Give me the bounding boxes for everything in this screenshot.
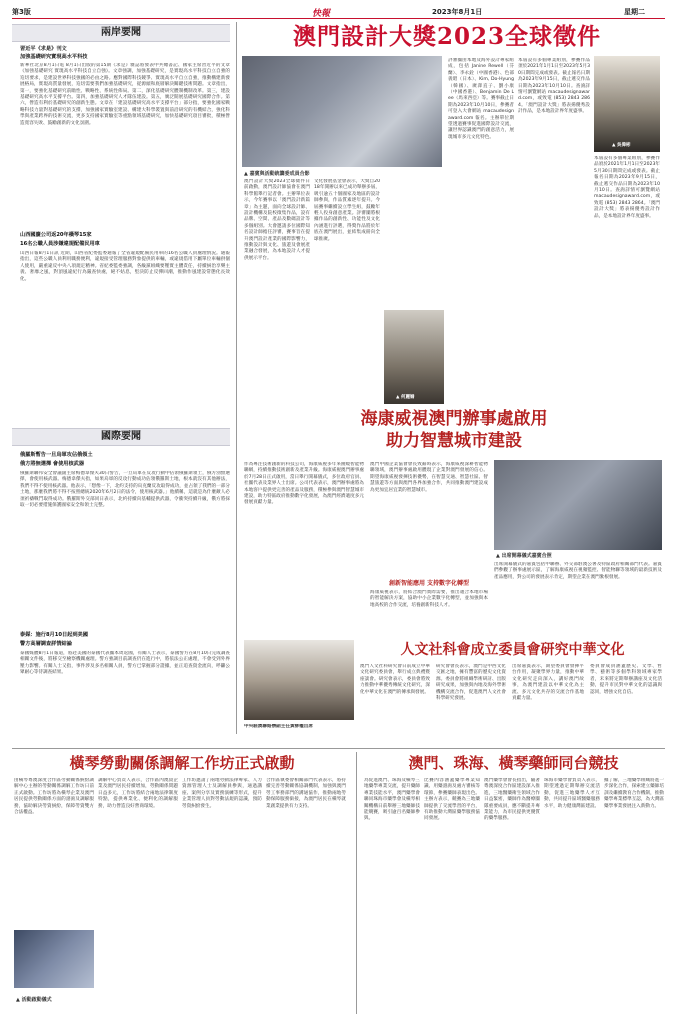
headline-line: 海康威視澳門辦事處啟用	[360, 409, 548, 429]
article-body: 作為專注技術創新的科技公司，海康威視多年來圍繞智能物聯網，持續推動技術創新及產業升級。海康威視澳門辦事處於7月28日正式啟用，當日舉行開幕儀式，多位政府官員、社團代表及業界人士出席。公司代表表示，澳門辦事處將為本地客戶提供更完善的產品及服務，積極參與澳門智慧城市建設，助力特區政府推動數字化發展，為澳門經濟適度多元發展貢獻力量。	[244, 462, 364, 506]
headline-line: 助力智慧城市建設	[386, 431, 522, 451]
photo-caption: ▲ 吳偉彬	[612, 143, 631, 148]
article-body: 評審團由本地及海外設計專家組成，包括 Janine Rewell（芬蘭）、李永銓（中國香港）、色部義昭（日本）、Kim, Do-Hyung（韓國）、廣澤直子、劉小康（中國香港）、Benjamin De Lee（馬來西亞）等。賽事截止日期為2023年10月10日，參賽者可登入大會網站 macaudesignaward.com 報名。主辦單位期望透過賽事促進國際設計交流，讓世界認識澳門的創意活力，展現城市多元文化特色。	[448, 58, 514, 140]
article-body: 委員會成員涵蓋歷史、文學、哲學、藝術等多個學科領域專家學者，未來將定期舉辦講座及文化活動，提升市民對中華文化的認識與認同，增強文化自信。	[590, 664, 662, 695]
story-headline: 澳門、珠海、橫琴藥師同台競技	[408, 754, 619, 772]
article-body: 為促進澳門、珠海及橫琴三地藥學專業交流，提升藥師專業技能水平，澳門藥學會聯同珠海市藥學會及橫琴相關機構日前舉辦三地藥師技能競賽，吸引逾百名藥師參與。	[364, 778, 420, 822]
article-body: 珠海市藥學會負責人表示，期望透過定期舉辦交流活動，促進三地藥學人才互動，共同提升區域醫藥服務水平，助力健康灣區建設。	[544, 778, 600, 809]
event-photo	[494, 460, 662, 550]
article-body: 合作區執委會相關部門代表表示，將持續完善勞動關係協調機制，加強與澳門勞工事務部門的溝通協作，推動兩地勞動保障服務銜接，為澳門居民在橫琴就業創業提供有力支持。	[266, 778, 346, 809]
photo-caption: ▲ 出席開幕儀式嘉賓合照	[496, 553, 552, 559]
article-title: 俄羅斯暫告一旦烏軍攻佔俄領土	[20, 452, 93, 458]
article-body: 新華社北京8月1日電 8月1日出版的第15期《求是》雜誌將發表中共總書記、國家主席習近平的文章《加強基礎研究 實現高水平科技自立自強》。文章強調，加強基礎研究，是實現高水平科技自立自強的迫切要求，是建設世界科技強國的必由之路。應對國際科技競爭、實現高水平自立自強，推動構建新發展格局，實現高質量發展，迫切需要我們加強基礎研究，從源頭和底層解決關鍵技術問題。文章指出，第一，要強化基礎研究前瞻性、戰略性、系統性佈局。第二，深化基礎研究體制機制改革。第三，建設基礎研究高水平支撐平台。第四，加強基礎研究人才隊伍建設。第五，廣泛開展基礎研究國際合作。第六，營造有利於基礎研究的創新生態。文章在「建設基礎研究高水平支撐平台」部分指，要強化國家戰略科技力量對基礎研究的支撐，加強國家實驗室建設、構建大科學裝置與前沿研究的有機結合，強化科學與產業跨界的技術交流，更多支持國家實驗室等重點領域基礎研究，加快基礎研究項目審批，積極營造寬容失敗、鼓勵創新的文化氛圍。	[20, 63, 230, 126]
photo-caption: ▲ 嘉賓與活動統籌委成員合影	[244, 171, 310, 177]
article-body: 研究會會長表示，澳門是中西文化交匯之地，擁有豐富的歷史文化資源。委員會將組織學術研討、出版研究成果，加強與內地及海外學術機構交流合作，促進澳門人文社會科學研究發展。	[436, 664, 506, 702]
article-body: 本屆設有多個專業組別，參賽作品須於2021年1月1日至2023年5月30日期間完成或發表。截止報名日期為2023年9月15日，截止遞交作品日期為2023年10月10日。查詢詳情可瀏覽網站 macaudesignaward.com，或致電 (853) 2843 2864。「澳門設計大獎」將表揚優秀設計作品，是本地設計界年度盛事。	[518, 58, 590, 115]
column-divider	[236, 22, 237, 734]
article-body: 由橫琴粵澳深度合作區勞動關係糾紛調解中心主辦的勞動關係調解工作坊日前正式啟動。工作坊將為橫琴企業及澳門居民提供勞動關係方面的諮詢及調解服務，協助解決勞資糾紛，保障勞資雙方合法權益。	[14, 778, 94, 816]
article-body: 澳門設計大獎2023全球徵件日前啟動，澳門設計師協會在澳門科學館舉行記者會。主辦單位表示，今年賽事以「澳門設計新篇章」為主題，面向全球設計師、設計機構及院校徵集作品，設有品牌、空間、產品及數碼設計等多個組別。大會邀請多位國際知名設計師擔任評審，賽事旨在提升澳門設計產業的國際影響力，推動設計與文化、旅遊及會展產業融合發展，為本地設計人才提供展示平台。	[244, 179, 310, 261]
article-body: 泰國媒體8月1日報道，將赴美國的泰國代表團本周返國，有關人士表示，泰國警方在8月10日完成調查相關文件後，將移交至檢察機關處理。警方強調目前調查仍在進行中，將依法公正處理，不會受到外界壓力影響。有關人士又指，事件涉及多名相關人員，警方已掌握部分證據，並正追查資金流向，呼籲公眾耐心等待調查結果。	[20, 651, 230, 676]
section-title: 國際要聞	[101, 431, 141, 442]
section-cross-strait	[12, 24, 230, 42]
article-body: 澳門中國企業協會會長致辭時表示，海康威視深耕智能物聯領域，澳門辦事處啟用體現了企業對澳門發展的信心。期望海康威視發揮技術優勢，在智慧交通、智慧社區、智慧旅遊等方面與澳門各界加強合作，共同推動澳門建設成為更加宜居宜業的智慧城市。	[370, 462, 488, 493]
brand-logo: 快報	[312, 9, 331, 19]
article-body: 澳門藥學會會長指出，隨著粵澳深度合作區建設深入推進，三地醫藥衛生領域合作日益緊密，藥師作為醫療團隊重要成員，應不斷提升專業能力，為市民提供更優質的藥學服務。	[484, 778, 540, 822]
portrait-photo	[244, 640, 354, 720]
issue-date: 2023年8月1日	[432, 8, 483, 16]
secondary-headline	[244, 408, 664, 458]
sub-heading: 創新智能應用 支持數字化轉型	[388, 580, 470, 587]
article-body: 海康威視表示，將結合澳門實際需要，推出適合本地市場的智能解決方案，協助中小企業數字化轉型，並加強與本地高校的合作交流，培養創新科技人才。	[370, 590, 488, 608]
event-photo	[242, 56, 442, 167]
story-headline: 人文社科會成立委員會研究中華文化	[400, 642, 625, 658]
article-body: 出席開幕儀式的嘉賓包括中聯辦、外交部駐澳公署及特區政府相關部門代表。嘉賓們參觀了辦事處展示區，了解海康威視在視頻監控、智能物聯等領域的最新技術及產品應用，對公司的發展表示肯定，期望企業在澳門紮根發展。	[494, 562, 662, 580]
section-divider	[12, 748, 665, 749]
article-subtitle: 加強基礎研究實現高水平科技	[20, 54, 88, 60]
article-subtitle: 16名公職人員涉嫌違規配備民用車	[20, 241, 100, 247]
article-title: 泰媒：施行8月10日起到美國	[20, 632, 88, 638]
section-international	[12, 428, 230, 446]
page-header	[12, 6, 665, 19]
article-body: 據了解，三地藥學組織將進一步深化合作，探索建立藥師培訓及繼續教育合作機制，推動藥學專業標準互認，為大灣區藥學事業發展注入新動力。	[604, 778, 664, 809]
article-body: 比賽內容涵蓋藥學專業知識、用藥諮詢及處方審核等環節，參賽藥師表現出色。主辦方表示，競賽為三地藥師提供了交流學習的平台，有助推動大灣區藥學服務協同發展。	[424, 778, 480, 822]
photo-caption: ▲ 活動啟動儀式	[16, 997, 52, 1003]
article-body: 澳門人文社科研究會日前成立中華文化研究委員會，舉行成立典禮暨座談會。研究會表示，委員會將致力推動中華優秀傳統文化研究，深化中華文化在澳門的傳承與發展。	[360, 664, 430, 695]
article-subtitle: 俄方將無選擇 會使用核武器	[20, 461, 85, 467]
section-title: 兩岸要聞	[101, 27, 141, 38]
photo-caption: ▲ 何麗姍	[396, 395, 415, 400]
article-body: 山西日報8月1日訊 近期，山西省紀委監委通報了全省違規配備民用車的16名公職人員處理情況。通報指出，這些公職人員利用職務便利，違規接受管理服務對象提供的車輛，或違規借用下屬單位車輛供個人使用，嚴重違反中央八項規定精神。省紀委監委強調，各級黨組織要壓實主體責任，持續糾治享樂主義、奢靡之風，對頂風違紀行為嚴查快處，絕不姑息，堅決防止反彈回潮，推動作風建設常態化長效化。	[20, 251, 230, 282]
article-title: 山西國慶公司返20年橫琴15家	[20, 232, 92, 238]
article-body: 出席嘉賓表示，期望委員會發揮平台作用，凝聚學界力量，推動中華文化研究走向深入，講好澳門故事，為澳門建設以中華文化為主流、多元文化共存的交流合作基地貢獻力量。	[512, 664, 584, 702]
article-body: 文化發展基金會表示，大獎自2018年開辦以來已成功舉辦多屆，吸引逾五十個國家及地區的設計師參與，作品質素逐年提升。今屆賽事繼續設立學生組，鼓勵年輕人投身創意產業。評審團將根據作品的創新性、功能性及文化內涵進行評選，得獎作品將於年底在澳門展出，並結集成冊向全球推廣。	[314, 179, 380, 242]
article-subtitle: 警方高層調查詳情結論	[20, 641, 72, 647]
main-headline: 澳門設計大獎2023全球徵件	[292, 23, 601, 50]
article-body: 工作坊邀請了兩地勞動法律專家、人力資源管理人士及調解員參與，通過講座、案例分享及實務演練等形式，提升企業管理人員對勞動法規的認識，預防勞資糾紛發生。	[182, 778, 262, 809]
weekday: 星期二	[624, 8, 645, 16]
article-body: 俄羅斯聯邦安全會議副主席梅德韋傑夫30日警告，一旦烏軍在反攻行動中佔領俄羅斯領土，俄方別無選擇，會使用核武器。梅德韋傑夫指，如果烏軍的反攻行動成功佔領俄羅斯土地，根本就沒有其他辦法，我們不得不使用核武器。他表示，「想像一下，北約支持的烏克蘭反攻取得成功，並占領了我們的一部分土地，那麼我們將不得不按照總統2020年6月2日的法令，使用核武器。」他續稱，這就是為什麼敵人必須祈禱戰鬥取得成功。俄羅斯外交部同日表示，北約持續向基輔提供武器，令衝突持續升級，俄方將採取一切必要措施保護國家安全和領土完整。	[20, 471, 230, 509]
page-number: 第3版	[12, 8, 31, 16]
event-photo	[14, 930, 94, 988]
story-headline: 橫琴勞動關係調解工作坊正式啟動	[69, 754, 295, 772]
article-title: 習近平《求是》刊文	[20, 46, 67, 52]
photo-caption: 中央駐澳聯絡辦副主任黃柳權出席	[244, 724, 313, 729]
portrait-photo	[594, 56, 660, 152]
article-body: 調解中心負責人表示，合作區內澳資企業及澳門居民持續增加，勞動關係問題日益多元，工作坊將結合兩地法律制度特點，提供專業化、便利化的調解服務，助力營造良好營商環境。	[98, 778, 178, 809]
portrait-photo	[384, 310, 444, 404]
column-divider	[356, 752, 357, 1014]
article-body: 本屆設有多個專業組別，參賽作品須於2021年1月1日至2023年5月30日期間完成或發表。截止報名日期為2023年9月15日，截止遞交作品日期為2023年10月10日。查詢詳情可瀏覽網站 macaudesignaward.com，或致電 (853) 2843 2864。「澳門設計大獎」將表揚優秀設計作品，是本地設計界年度盛事。	[594, 156, 660, 219]
